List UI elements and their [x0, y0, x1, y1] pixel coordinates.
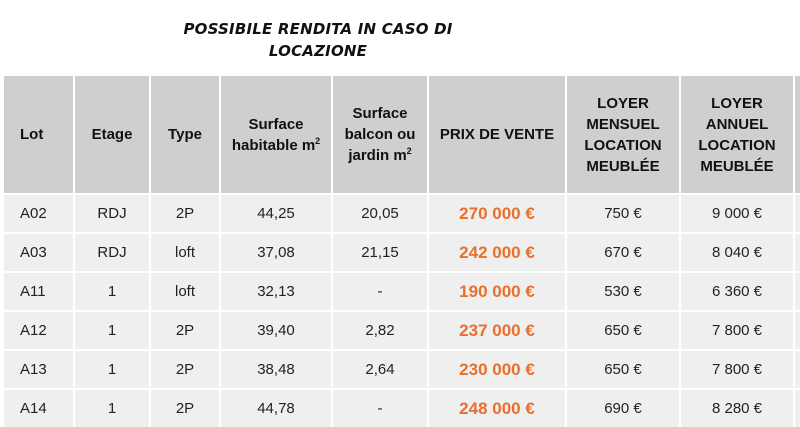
- table-header-row: [4, 76, 800, 194]
- header-surface-balcon-line-1: Surface: [352, 105, 408, 122]
- cell-loyer-mensuel: 670 €: [566, 233, 680, 272]
- document-title: [148, 18, 488, 62]
- cell-etage: RDJ: [74, 194, 150, 233]
- cell-loyer-annuel: 7 800 €: [680, 311, 794, 350]
- cell-loyer-annuel: 8 280 €: [680, 389, 794, 427]
- cell-surface-balcon: -: [332, 272, 428, 311]
- cell-cutoff: [794, 350, 800, 389]
- header-loyer-annuel-line-4: MEUBLÉE: [700, 157, 774, 175]
- cell-type: 2P: [150, 389, 220, 427]
- header-loyer-mensuel-line-2: MENSUEL: [586, 115, 660, 133]
- cell-type: 2P: [150, 311, 220, 350]
- cell-prix-de-vente: 190 000 €: [428, 272, 566, 311]
- cell-lot: A11: [4, 272, 74, 311]
- table-row: [4, 194, 800, 233]
- table-row: [4, 350, 800, 389]
- cell-surface-balcon: 2,64: [332, 350, 428, 389]
- cell-type: loft: [150, 233, 220, 272]
- cell-cutoff: [794, 233, 800, 272]
- cell-loyer-mensuel: 530 €: [566, 272, 680, 311]
- header-loyer-annuel: [680, 76, 794, 194]
- cell-lot: A12: [4, 311, 74, 350]
- header-loyer-annuel-line-2: ANNUEL: [705, 115, 769, 133]
- title-line-2: LOCAZIONE: [268, 42, 368, 60]
- cell-loyer-mensuel: 750 €: [566, 194, 680, 233]
- cell-surface-balcon: -: [332, 389, 428, 427]
- cell-cutoff: [794, 389, 800, 427]
- header-surface-habitable-label: Surface habitable m: [231, 115, 316, 154]
- cell-cutoff: [794, 272, 800, 311]
- cell-prix-de-vente: 270 000 €: [428, 194, 566, 233]
- cell-etage: 1: [74, 311, 150, 350]
- header-surface-balcon-line-2: balcon ou: [344, 126, 416, 143]
- cell-prix-de-vente: 248 000 €: [428, 389, 566, 427]
- cell-cutoff: [794, 194, 800, 233]
- cell-prix-de-vente: 230 000 €: [428, 350, 566, 389]
- cell-etage: 1: [74, 389, 150, 427]
- cell-loyer-mensuel: 690 €: [566, 389, 680, 427]
- header-surface-habitable: [220, 76, 332, 194]
- cell-etage: 1: [74, 350, 150, 389]
- cell-prix-de-vente: 237 000 €: [428, 311, 566, 350]
- cell-loyer-annuel: 6 360 €: [680, 272, 794, 311]
- header-surface-balcon-line-3-label: jardin m: [348, 147, 407, 164]
- cell-surface-habitable: 44,25: [220, 194, 332, 233]
- cell-surface-balcon: 21,15: [332, 233, 428, 272]
- header-loyer-annuel-line-3: LOCATION: [698, 136, 776, 154]
- cell-type: 2P: [150, 194, 220, 233]
- table-row: [4, 233, 800, 272]
- cell-lot: A14: [4, 389, 74, 427]
- cell-surface-habitable: 32,13: [220, 272, 332, 311]
- header-loyer-mensuel-line-4: MEUBLÉE: [586, 157, 660, 175]
- cell-type: 2P: [150, 350, 220, 389]
- lots-table: [4, 76, 800, 427]
- cell-loyer-mensuel: 650 €: [566, 350, 680, 389]
- cell-loyer-annuel: 9 000 €: [680, 194, 794, 233]
- cell-surface-balcon: 2,82: [332, 311, 428, 350]
- cell-loyer-annuel: 8 040 €: [680, 233, 794, 272]
- cell-surface-habitable: 37,08: [220, 233, 332, 272]
- title-line-1: POSSIBILE RENDITA IN CASO DI: [183, 20, 453, 38]
- header-surface-balcon: [332, 76, 428, 194]
- cell-lot: A03: [4, 233, 74, 272]
- cell-surface-habitable: 38,48: [220, 350, 332, 389]
- cell-etage: RDJ: [74, 233, 150, 272]
- header-etage: Etage: [74, 76, 150, 194]
- cell-loyer-mensuel: 650 €: [566, 311, 680, 350]
- cell-cutoff: [794, 311, 800, 350]
- header-type: Type: [150, 76, 220, 194]
- table-row: [4, 272, 800, 311]
- header-surface-balcon-sup: 2: [406, 146, 412, 156]
- header-surface-balcon-line-3: [337, 145, 423, 166]
- header-loyer-mensuel-line-3: LOCATION: [584, 136, 662, 154]
- header-prix-de-vente: PRIX DE VENTE: [428, 76, 566, 194]
- cell-surface-balcon: 20,05: [332, 194, 428, 233]
- cell-prix-de-vente: 242 000 €: [428, 233, 566, 272]
- header-surface-habitable-sup: 2: [315, 135, 321, 146]
- cell-etage: 1: [74, 272, 150, 311]
- table-row: [4, 389, 800, 427]
- table-row: [4, 311, 800, 350]
- table-body: [4, 194, 800, 427]
- header-loyer-mensuel-line-1: LOYER: [597, 94, 649, 112]
- header-loyer-mensuel: [566, 76, 680, 194]
- cell-lot: A02: [4, 194, 74, 233]
- cell-lot: A13: [4, 350, 74, 389]
- cell-loyer-annuel: 7 800 €: [680, 350, 794, 389]
- cell-type: loft: [150, 272, 220, 311]
- cell-surface-habitable: 44,78: [220, 389, 332, 427]
- cell-surface-habitable: 39,40: [220, 311, 332, 350]
- header-loyer-annuel-line-1: LOYER: [711, 94, 763, 112]
- header-lot: Lot: [4, 76, 74, 194]
- header-cutoff: [794, 76, 800, 194]
